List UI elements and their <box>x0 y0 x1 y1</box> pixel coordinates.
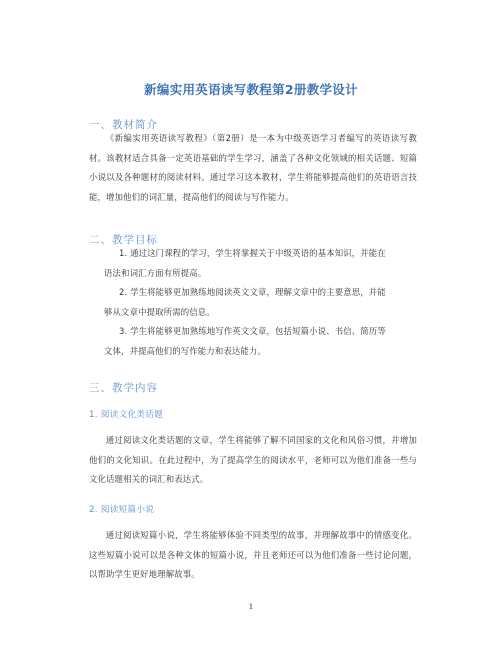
subheading-short-story-reading: 2. 阅读短篇小说 <box>89 505 155 515</box>
goal-item-2 <box>89 283 417 322</box>
short-story-paragraph: 通过阅读短篇小说，学生将能够体验不同类型的故事，并理解故事中的情感变化。这些短篇小说可以是各种文体的短篇小说，并且老师还可以为他们准备一些讨论问题，以帮助学生更好地理解故事。 <box>89 530 417 579</box>
textbook-intro-paragraph: 《新编实用英语读写教程》（第2册）是一本为中级英语学习者编写的英语读写教材。该教材适合具备一定英语基础的学生学习，涵盖了各种文化领域的相关话题、短篇小说以及各种题材的阅读材料。通过学习这本教材，学生将能够提高他们的英语语言技能，增加他们的词汇量，提高他们的阅读与写作能力。 <box>89 133 417 202</box>
section-heading-textbook-intro: 一、教材简介 <box>89 119 158 131</box>
goal-item-3 <box>89 322 417 361</box>
culture-reading-paragraph: 通过阅读文化类话题的文章，学生将能够了解不同国家的文化和风俗习惯，并增加他们的文化知识。在此过程中，为了提高学生的阅读水平，老师可以为他们准备一些与文化话题相关的词汇和表达式。 <box>89 435 417 484</box>
goal-item-1-line2: 语法和词汇方面有所提高。 <box>104 267 207 278</box>
goal-item-2-line1: 2. 学生将能够更加熟练地阅读英文文章，理解文章中的主要意思，并能 <box>119 287 386 297</box>
goal-item-3-line1: 3. 学生将能够更加熟练地写作英文文章，包括短篇小说、书信、简历等 <box>119 326 386 336</box>
goal-item-2-line2: 够从文章中提取所需的信息。 <box>104 306 215 317</box>
section-heading-teaching-content: 三、教学内容 <box>89 382 158 394</box>
document-title: 新编实用英语读写教程第2册教学设计 <box>144 82 358 97</box>
section-heading-teaching-goals: 二、教学目标 <box>89 234 158 246</box>
subheading-culture-reading: 1. 阅读文化类话题 <box>89 410 164 420</box>
goal-item-1 <box>89 244 417 283</box>
page-number: 1 <box>248 602 254 611</box>
goal-item-3-line2: 文体，并提高他们的写作能力和表达能力。 <box>104 345 266 356</box>
goal-item-1-line1: 1. 通过这门课程的学习，学生将掌握关于中级英语的基本知识，并能在 <box>119 248 386 258</box>
